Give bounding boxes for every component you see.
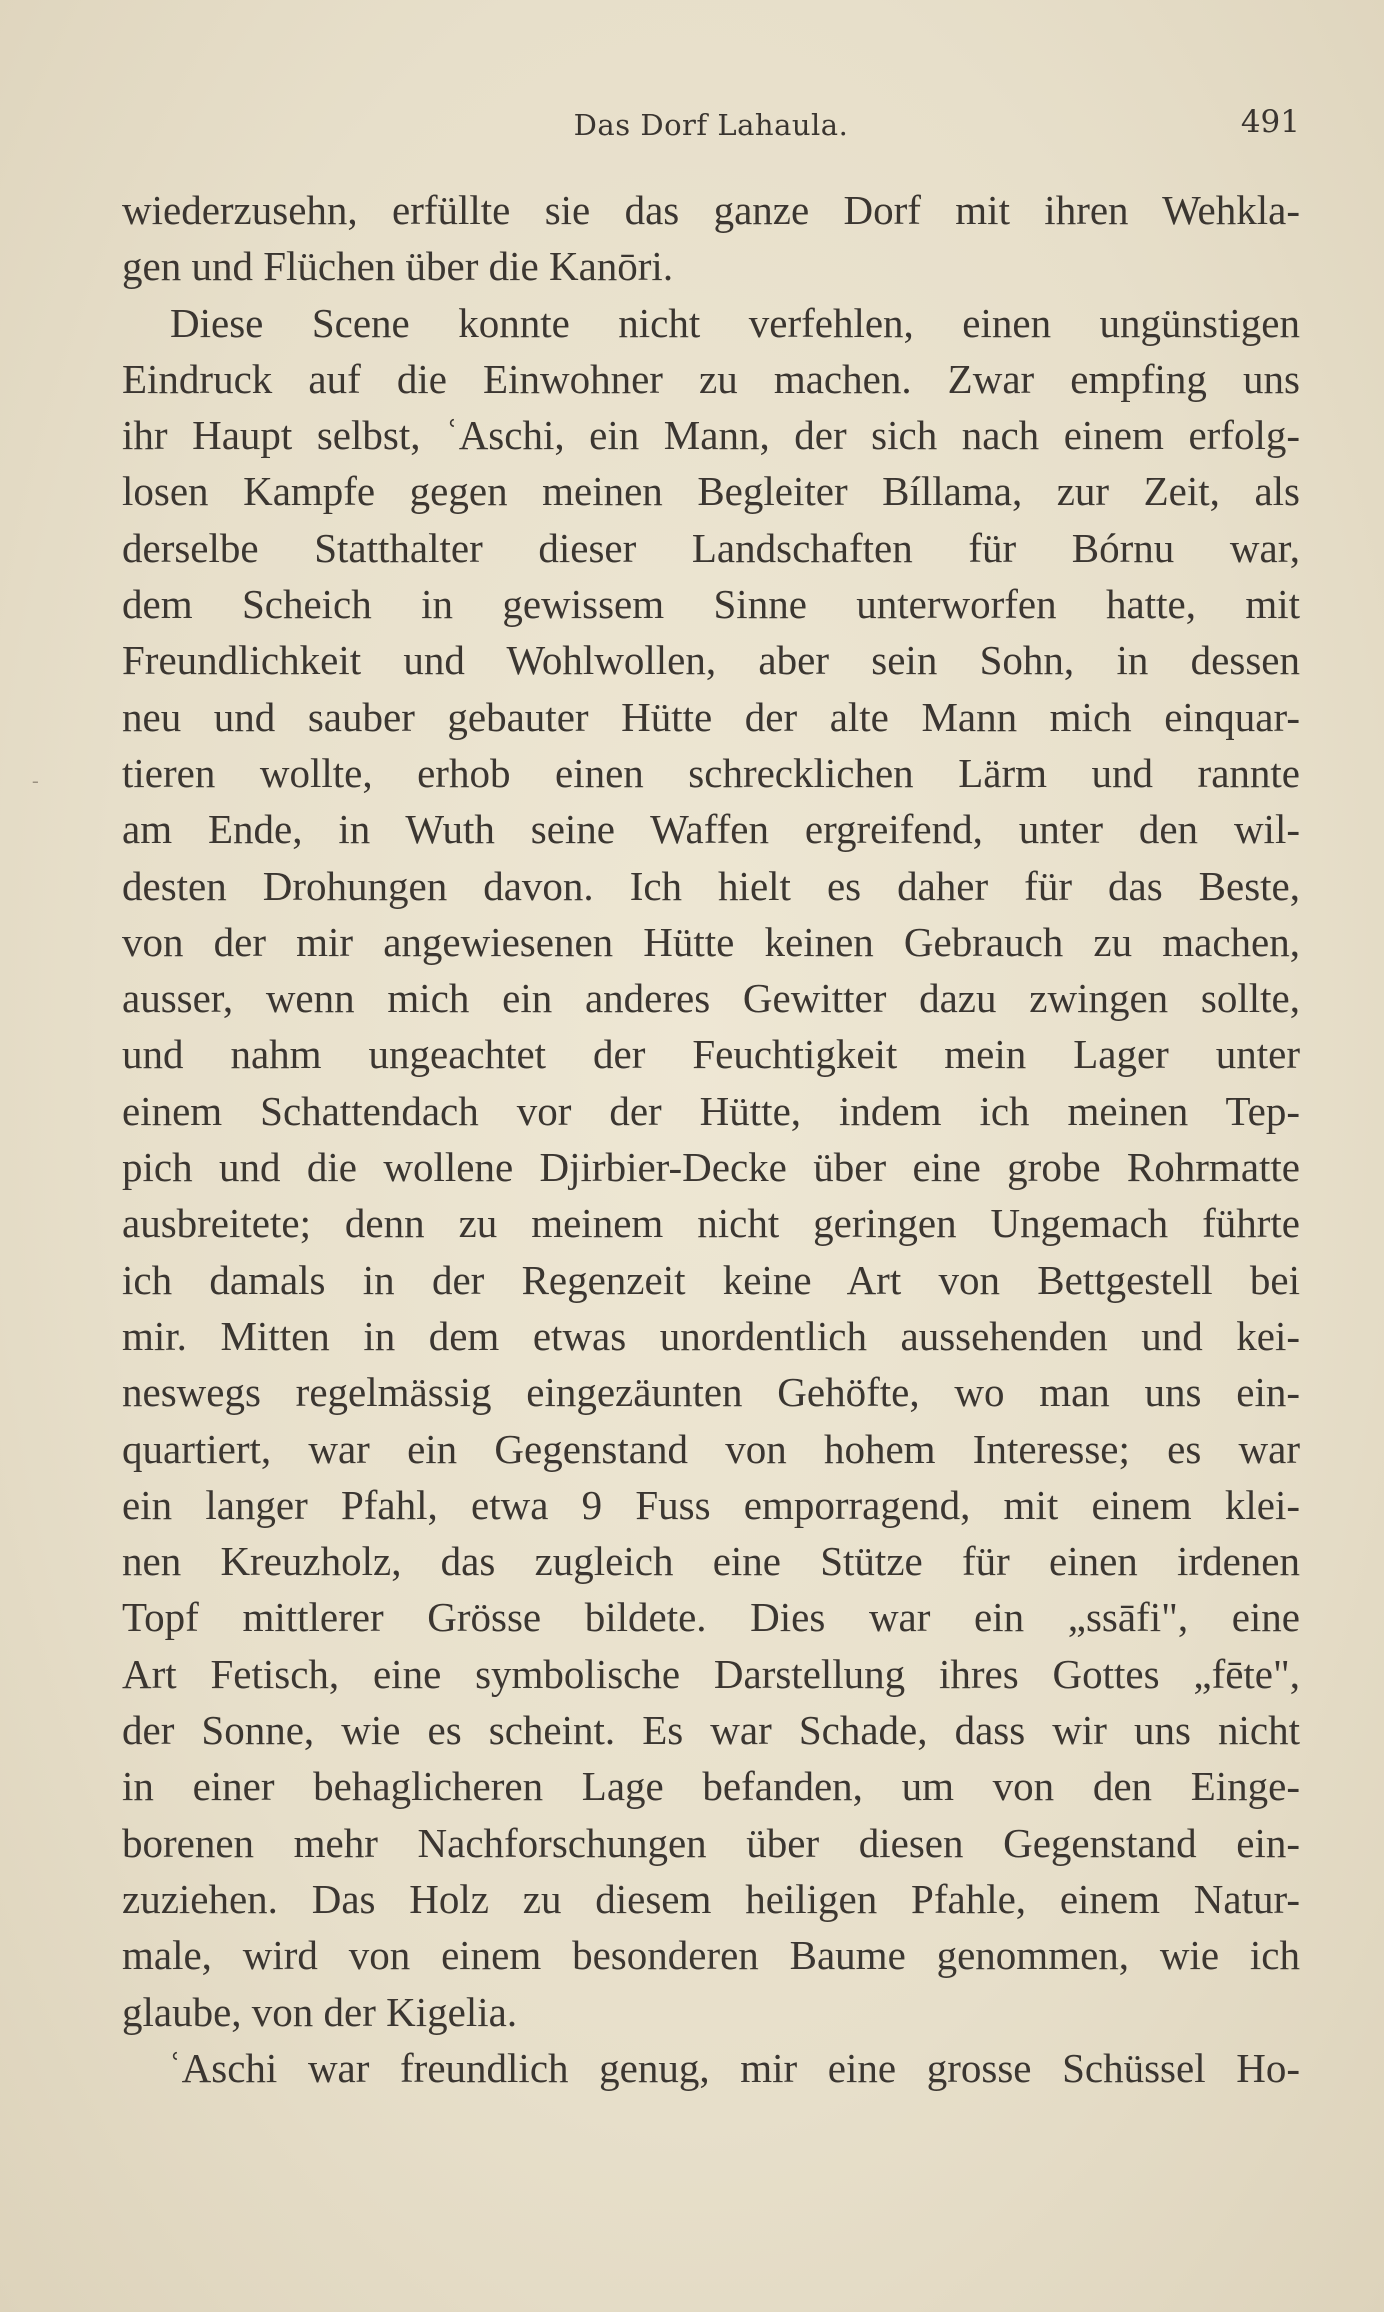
text-line: Diese Scene konnte nicht verfehlen, einen ungünstigen [170, 299, 1300, 346]
text-line: Freundlichkeit und Wohlwollen, aber sein Sohn, in dessen [122, 637, 1300, 684]
body-text [122, 182, 1300, 2096]
text-line: gen und Flüchen über die Kanōri. [122, 243, 674, 290]
text-line: borenen mehr Nachforschungen über diesen Gegenstand ein- [122, 1819, 1300, 1866]
text-line: nen Kreuzholz, das zugleich eine Stütze für einen irdenen [122, 1538, 1300, 1585]
text-line: derselbe Statthalter dieser Landschaften für Bórnu war, [122, 524, 1300, 571]
running-title: Das Dorf Lahaula. [573, 108, 849, 142]
text-line: Art Fetisch, eine symbolische Darstellung ihres Gottes „fēte", [122, 1650, 1300, 1697]
text-line: Eindruck auf die Einwohner zu machen. Zwar empfing uns [122, 355, 1300, 402]
margin-dash-mark: - [32, 770, 39, 792]
text-line: losen Kampfe gegen meinen Begleiter Bíllama, zur Zeit, als [122, 468, 1300, 515]
text-line: ausbreitete; denn zu meinem nicht geringen Ungemach führte [122, 1200, 1300, 1247]
text-line: in einer behaglicheren Lage befanden, um von den Einge- [122, 1763, 1300, 1810]
text-line: einem Schattendach vor der Hütte, indem ich meinen Tep- [122, 1087, 1300, 1134]
text-line: neu und sauber gebauter Hütte der alte Mann mich einquar- [122, 693, 1300, 740]
text-line: zuziehen. Das Holz zu diesem heiligen Pfahle, einem Natur- [122, 1875, 1300, 1922]
text-line: tieren wollte, erhob einen schrecklichen Lärm und rannte [122, 749, 1300, 796]
text-line: pich und die wollene Djirbier-Decke über eine grobe Rohrmatte [122, 1144, 1300, 1191]
text-line: wiederzusehn, erfüllte sie das ganze Dorf mit ihren Wehkla- [122, 187, 1300, 233]
text-line: dem Scheich in gewissem Sinne unterworfen hatte, mit [122, 581, 1300, 628]
text-line: mir. Mitten in dem etwas unordentlich aussehenden und kei- [122, 1312, 1300, 1359]
text-line: am Ende, in Wuth seine Waffen ergreifend, unter den wil- [122, 806, 1300, 853]
text-line: ihr Haupt selbst, ʿAschi, ein Mann, der sich nach einem erfolg- [122, 412, 1300, 459]
text-line: ich damals in der Regenzeit keine Art von Bettgestell bei [122, 1256, 1300, 1303]
text-line: glaube, von der Kigelia. [122, 1988, 518, 2035]
text-line: der Sonne, wie es scheint. Es war Schade, dass wir uns nicht [122, 1707, 1300, 1754]
page-header [122, 100, 1300, 152]
text-line: quartiert, war ein Gegenstand von hohem Interesse; es war [122, 1425, 1300, 1472]
text-line: Topf mittlerer Grösse bildete. Dies war ein „ssāfi", eine [122, 1594, 1300, 1641]
page-number: 491 [1240, 104, 1300, 140]
text-line: desten Drohungen davon. Ich hielt es daher für das Beste, [122, 862, 1300, 909]
text-line: ein langer Pfahl, etwa 9 Fuss emporragend, mit einem klei- [122, 1481, 1300, 1528]
text-line: und nahm ungeachtet der Feuchtigkeit mein Lager unter [122, 1031, 1300, 1078]
text-line: ʿAschi war freundlich genug, mir eine grosse Schüssel Ho- [168, 2044, 1300, 2091]
text-line: ausser, wenn mich ein anderes Gewitter dazu zwingen sollte, [122, 975, 1300, 1022]
text-line: von der mir angewiesenen Hütte keinen Gebrauch zu machen, [122, 918, 1300, 965]
text-line: male, wird von einem besonderen Baume genommen, wie ich [122, 1932, 1300, 1979]
text-line: neswegs regelmässig eingezäunten Gehöfte, wo man uns ein- [122, 1369, 1300, 1416]
